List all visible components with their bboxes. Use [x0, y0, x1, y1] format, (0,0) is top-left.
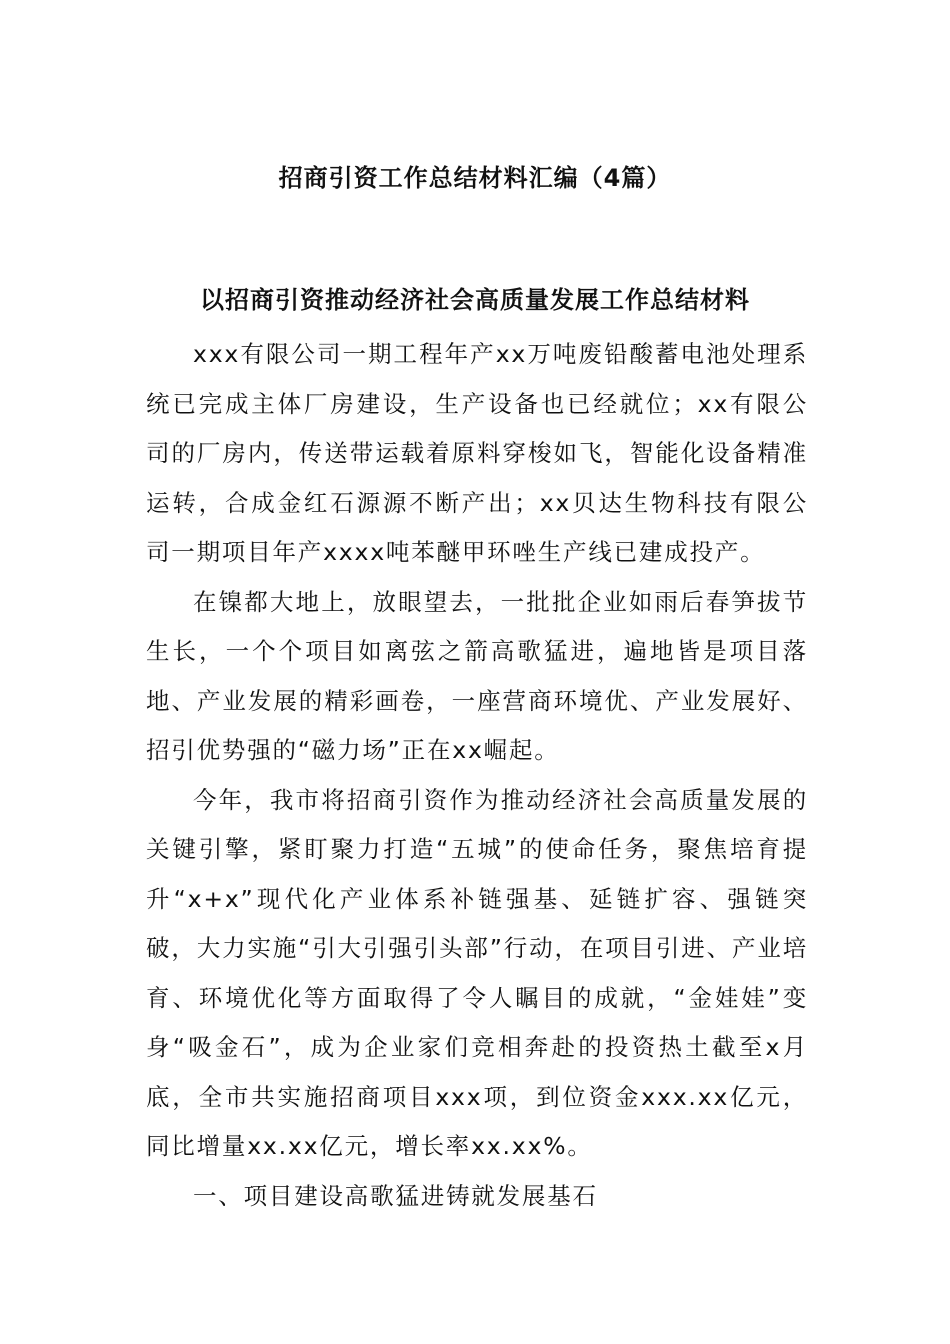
document-subtitle: 以招商引资推动经济社会高质量发展工作总结材料 [200, 286, 750, 314]
section-heading: 一、项目建设高歌猛进铸就发展基石 [193, 1181, 598, 1210]
document-body [146, 330, 808, 1221]
document-title: 招商引资工作总结材料汇编（4篇） [278, 164, 672, 192]
paragraph-3: 今年，我市将招商引资作为推动经济社会高质量发展的关键引擎，紧盯聚力打造“五城”的使命任务，聚焦培育提升“x+x”现代化产业体系补链强基、延链扩容、强链突破，大力实施“引大引强引头部”行动，在项目引进、产业培育、环境优化等方面取得了令人瞩目的成就，“金娃娃”变身“吸金石”，成为企业家们竞相奔赴的投资热土截至x月底，全市共实施招商项目xxx项，到位资金xxx.xx亿元，同比增量xx.xx亿元，增长率xx.xx%。 [146, 785, 808, 1160]
paragraph-1: xxx有限公司一期工程年产xx万吨废铅酸蓄电池处理系统已完成主体厂房建设，生产设备也已经就位；xx有限公司的厂房内，传送带运载着原料穿梭如飞，智能化设备精准运转，合成金红石源源不断产出；xx贝达生物科技有限公司一期项目年产xxxx吨苯醚甲环唑生产线已建成投产。 [146, 340, 808, 566]
paragraph-2: 在镍都大地上，放眼望去，一批批企业如雨后春笋拔节生长，一个个项目如离弦之箭高歌猛进，遍地皆是项目落地、产业发展的精彩画卷，一座营商环境优、产业发展好、招引优势强的“磁力场”正在xx崛起。 [146, 587, 808, 764]
